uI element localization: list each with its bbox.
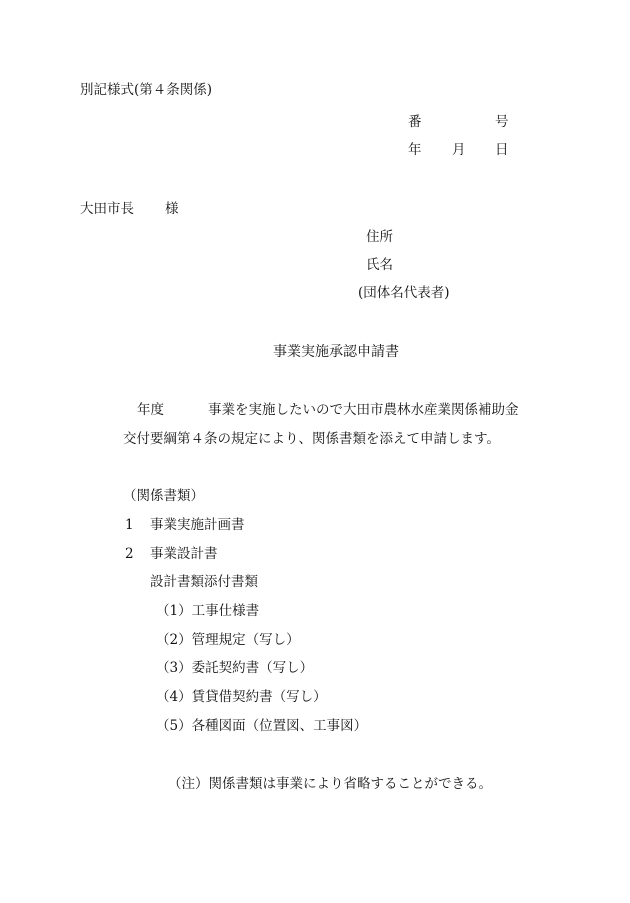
attachment-item-1-label: 事業実施計画書 bbox=[150, 517, 245, 533]
attachment-item-2-number: 2 bbox=[125, 546, 134, 562]
note: （注）関係書類は事業により省略することができる。 bbox=[168, 776, 492, 792]
date-year-label: 年 bbox=[408, 142, 422, 158]
attachments-heading: （関係書類） bbox=[123, 488, 204, 504]
applicant-name-label: 氏名 bbox=[366, 257, 393, 273]
attachment-sub-item-4: （4）賃貸借契約書（写し） bbox=[156, 689, 327, 705]
form-label: 別記様式(第４条関係) bbox=[80, 82, 213, 98]
attachment-sub-heading: 設計書類添付書類 bbox=[150, 574, 258, 590]
addressee-name: 大田市長 bbox=[80, 201, 134, 217]
attachment-sub-item-3: （3）委託契約書（写し） bbox=[156, 660, 314, 676]
attachment-item-2-label: 事業設計書 bbox=[150, 546, 218, 562]
attachment-item-1-number: 1 bbox=[125, 517, 134, 533]
attachment-sub-item-2: （2）管理規定（写し） bbox=[156, 632, 300, 648]
number-label-go: 号 bbox=[495, 114, 509, 130]
body-line-1: 事業を実施したいので大田市農林水産業関係補助金 bbox=[208, 402, 519, 418]
document-title: 事業実施承認申請書 bbox=[273, 344, 399, 360]
attachment-sub-item-5: （5）各種図面（位置図、工事図） bbox=[156, 718, 368, 734]
attachment-sub-item-1: （1）工事仕様書 bbox=[156, 603, 260, 619]
date-month-label: 月 bbox=[452, 142, 466, 158]
applicant-address-label: 住所 bbox=[366, 229, 393, 245]
body-line-2: 交付要綱第４条の規定により、関係書類を添えて申請します。 bbox=[123, 431, 500, 447]
applicant-representative-label: (団体名代表者) bbox=[358, 285, 450, 301]
date-day-label: 日 bbox=[495, 142, 509, 158]
body-year-label: 年度 bbox=[137, 402, 164, 418]
number-label-ban: 番 bbox=[408, 114, 422, 130]
addressee-honorific: 様 bbox=[165, 201, 179, 217]
